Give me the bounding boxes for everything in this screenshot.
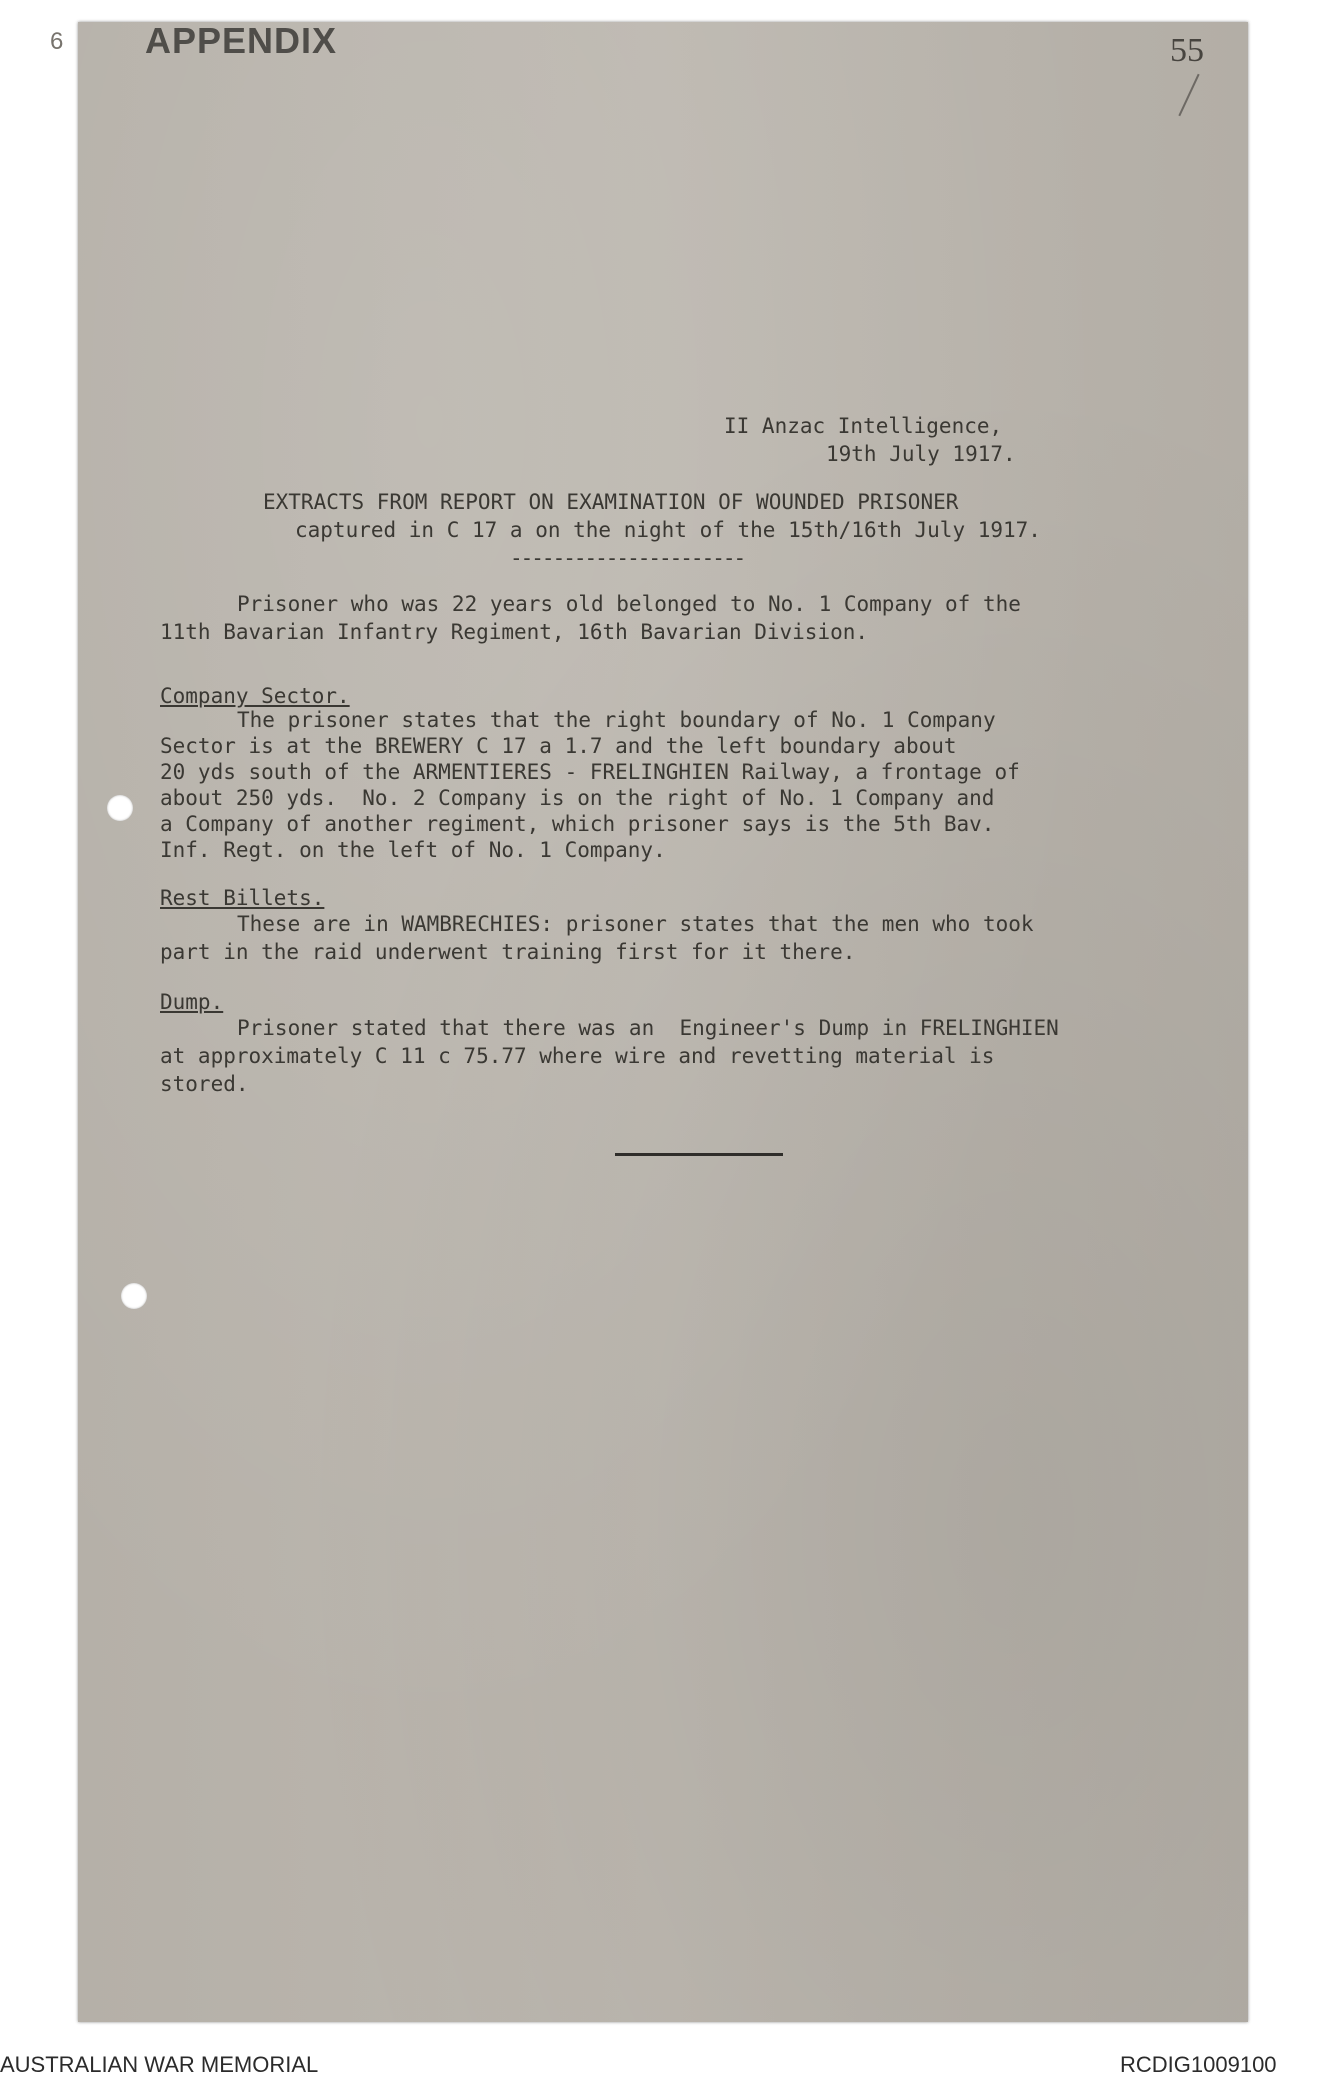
punch-hole-bottom (121, 1283, 147, 1309)
intro-line1: Prisoner who was 22 years old belonged to No. 1 Company of the (237, 592, 1021, 616)
section-heading-dump: Dump. (160, 990, 224, 1014)
folio-number: 55 (1170, 32, 1204, 69)
section-heading-rest-billets: Rest Billets. (160, 886, 325, 910)
dump-line: Prisoner stated that there was an Engineer's Dump in FRELINGHIEN (237, 1016, 1059, 1040)
corner-number: 6 (50, 28, 64, 55)
dump-line: at approximately C 11 c 75.77 where wire and revetting material is (160, 1044, 995, 1068)
appendix-stamp: APPENDIX (145, 20, 338, 61)
rest-billets-line: These are in WAMBRECHIES: prisoner states that the men who took (237, 912, 1034, 936)
section-heading-company-sector: Company Sector. (160, 684, 350, 708)
punch-hole-top (107, 795, 133, 821)
header-unit: II Anzac Intelligence, (724, 414, 1003, 438)
company-sector-line: about 250 yds. No. 2 Company is on the right of No. 1 Company and (160, 786, 995, 810)
dump-line: stored. (160, 1072, 249, 1096)
company-sector-line: The prisoner states that the right boundary of No. 1 Company (237, 708, 996, 732)
report-title-line1: EXTRACTS FROM REPORT ON EXAMINATION OF WOUNDED PRISONER (263, 490, 959, 514)
company-sector-line: Inf. Regt. on the left of No. 1 Company. (160, 838, 666, 862)
header-date: 19th July 1917. (826, 442, 1016, 466)
company-sector-line: 20 yds south of the ARMENTIERES - FRELINGHIEN Railway, a frontage of (160, 760, 1020, 784)
company-sector-line: Sector is at the BREWERY C 17 a 1.7 and the left boundary about (160, 734, 957, 758)
title-dash-rule: ---------------------- (510, 546, 745, 570)
closing-rule (615, 1153, 783, 1156)
intro-line2: 11th Bavarian Infantry Regiment, 16th Bavarian Division. (160, 620, 869, 644)
report-title-line2: captured in C 17 a on the night of the 15th/16th July 1917. (295, 518, 1041, 542)
rest-billets-line: part in the raid underwent training first for it there. (160, 940, 856, 964)
archive-credit: AUSTRALIAN WAR MEMORIAL (0, 2052, 319, 2077)
company-sector-line: a Company of another regiment, which prisoner says is the 5th Bav. (160, 812, 995, 836)
archive-reference: RCDIG1009100 (1120, 2052, 1277, 2077)
